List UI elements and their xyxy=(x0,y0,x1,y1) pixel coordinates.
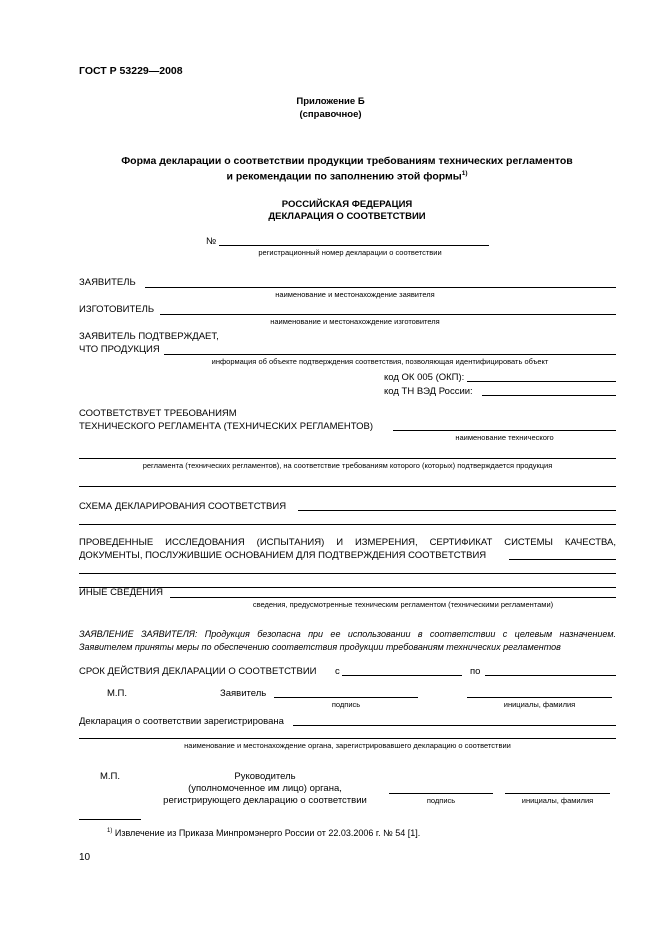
registration-label: Декларация о соответствии зарегистрирована xyxy=(79,716,284,727)
appendix-title: Приложение Б xyxy=(296,96,365,107)
confirms-line2: ЧТО ПРОДУКЦИЯ xyxy=(79,344,160,355)
declaration-title: ДЕКЛАРАЦИЯ О СООТВЕТСТВИИ xyxy=(268,211,426,222)
validity-to-line[interactable] xyxy=(485,675,616,676)
form-title-line1: Форма декларации о соответствии продукции требованиям технических регламентов xyxy=(121,155,573,167)
manufacturer-label: ИЗГОТОВИТЕЛЬ xyxy=(79,304,155,315)
applicant-signature-label: Заявитель xyxy=(220,688,267,699)
head-signature-caption: подпись xyxy=(426,796,456,805)
regulation-caption2: регламента (технических регламентов), на соответствие требованиям которого (которых) подтверждается продукция xyxy=(142,461,553,470)
number-caption: регистрационный номер декларации о соответствии xyxy=(258,248,442,257)
footnote xyxy=(107,828,420,838)
applicant-line[interactable] xyxy=(145,287,616,288)
applicant-caption: наименование и местонахождение заявителя xyxy=(275,290,435,299)
registration-line2[interactable] xyxy=(79,738,616,739)
form-title-line2 xyxy=(0,170,661,183)
validity-from-line[interactable] xyxy=(342,675,462,676)
validity-from-label: с xyxy=(335,666,340,677)
scheme-line[interactable] xyxy=(298,510,616,511)
regulation-line3[interactable] xyxy=(79,486,616,487)
head-line1: Руководитель xyxy=(234,771,296,782)
declaration-country: РОССИЙСКАЯ ФЕДЕРАЦИЯ xyxy=(281,199,413,210)
applicant-signature-caption: подпись xyxy=(331,700,361,709)
head-initials-caption: инициалы, фамилия xyxy=(521,796,594,805)
registration-line[interactable] xyxy=(293,725,616,726)
regulation-caption1: наименование технического xyxy=(455,433,554,442)
head-signature-line[interactable] xyxy=(389,793,493,794)
manufacturer-line[interactable] xyxy=(160,314,616,315)
number-label: № xyxy=(206,236,217,247)
confirms-line1: ЗАЯВИТЕЛЬ ПОДТВЕРЖДАЕТ, xyxy=(79,331,219,342)
footnote-separator xyxy=(79,819,141,820)
applicant-initials-caption: инициалы, фамилия xyxy=(503,700,576,709)
manufacturer-caption: наименование и местонахождение изготовителя xyxy=(270,317,440,326)
conforms-line2: ТЕХНИЧЕСКОГО РЕГЛАМЕНТА (ТЕХНИЧЕСКИХ РЕГЛАМЕНТОВ) xyxy=(79,421,374,432)
product-line[interactable] xyxy=(164,354,616,355)
conforms-line1: СООТВЕТСТВУЕТ ТРЕБОВАНИЯМ xyxy=(79,408,237,419)
code-tn-label: код ТН ВЭД России: xyxy=(384,386,473,397)
other-label: ИНЫЕ СВЕДЕНИЯ xyxy=(79,587,163,598)
form-title-footnote-mark: 1) xyxy=(461,170,468,177)
validity-to-label: по xyxy=(470,666,481,677)
stamp-label: М.П. xyxy=(107,688,128,699)
footnote-mark: 1) xyxy=(107,828,113,834)
other-caption: сведения, предусмотренные техническим регламентом (техническими регламентами) xyxy=(252,600,554,609)
head-stamp-label: М.П. xyxy=(100,771,121,782)
code-tn-line[interactable] xyxy=(482,395,616,396)
code-ok-label: код ОК 005 (ОКП): xyxy=(384,372,465,383)
number-line[interactable] xyxy=(219,245,489,246)
registration-caption: наименование и местонахождение органа, зарегистрировавшего декларацию о соответствии xyxy=(184,741,511,750)
statement-line1: ЗАЯВЛЕНИЕ ЗАЯВИТЕЛЯ: Продукция безопасна при ее использовании в соответствии с целевым назначением. xyxy=(79,629,616,639)
footnote-text: Извлечение из Приказа Минпромэнерго России от 22.03.2006 г. № 54 [1]. xyxy=(114,828,421,838)
product-caption: информация об объекте подтверждения соответствия, позволяющая идентифицировать объект xyxy=(211,357,549,366)
scheme-label: СХЕМА ДЕКЛАРИРОВАНИЯ СООТВЕТСТВИЯ xyxy=(79,501,287,512)
regulation-line[interactable] xyxy=(393,430,616,431)
tests-line[interactable] xyxy=(509,559,616,560)
code-ok-line[interactable] xyxy=(467,381,616,382)
regulation-line2[interactable] xyxy=(79,458,616,459)
scheme-line2[interactable] xyxy=(79,524,616,525)
tests-line2: ДОКУМЕНТЫ, ПОСЛУЖИВШИЕ ОСНОВАНИЕМ ДЛЯ ПОДТВЕРЖДЕНИЯ СООТВЕТСТВИЯ xyxy=(79,550,487,561)
validity-label: СРОК ДЕЙСТВИЯ ДЕКЛАРАЦИИ О СООТВЕТСТВИИ xyxy=(79,666,317,677)
statement-line2: Заявителем приняты меры по обеспечению соответствия продукции требованиям технических регламентов xyxy=(79,642,561,652)
tests-line2-field[interactable] xyxy=(79,573,616,574)
page-number: 10 xyxy=(79,852,91,863)
head-line2: (уполномоченное им лицо) органа, xyxy=(188,783,342,794)
head-initials-line[interactable] xyxy=(505,793,610,794)
form-title-line2-text: и рекомендации по заполнению этой формы xyxy=(226,170,462,183)
head-line3: регистрирующего декларацию о соответствии xyxy=(163,795,367,806)
other-line[interactable] xyxy=(170,597,616,598)
tests-line1: ПРОВЕДЕННЫЕ ИССЛЕДОВАНИЯ (ИСПЫТАНИЯ) И ИЗМЕРЕНИЯ, СЕРТИФИКАТ СИСТЕМЫ КАЧЕСТВА, xyxy=(79,537,616,548)
applicant-signature-line[interactable] xyxy=(274,697,418,698)
applicant-initials-line[interactable] xyxy=(467,697,612,698)
applicant-label: ЗАЯВИТЕЛЬ xyxy=(79,277,136,288)
standard-code: ГОСТ Р 53229—2008 xyxy=(79,65,183,77)
appendix-subtitle: (справочное) xyxy=(299,109,362,120)
